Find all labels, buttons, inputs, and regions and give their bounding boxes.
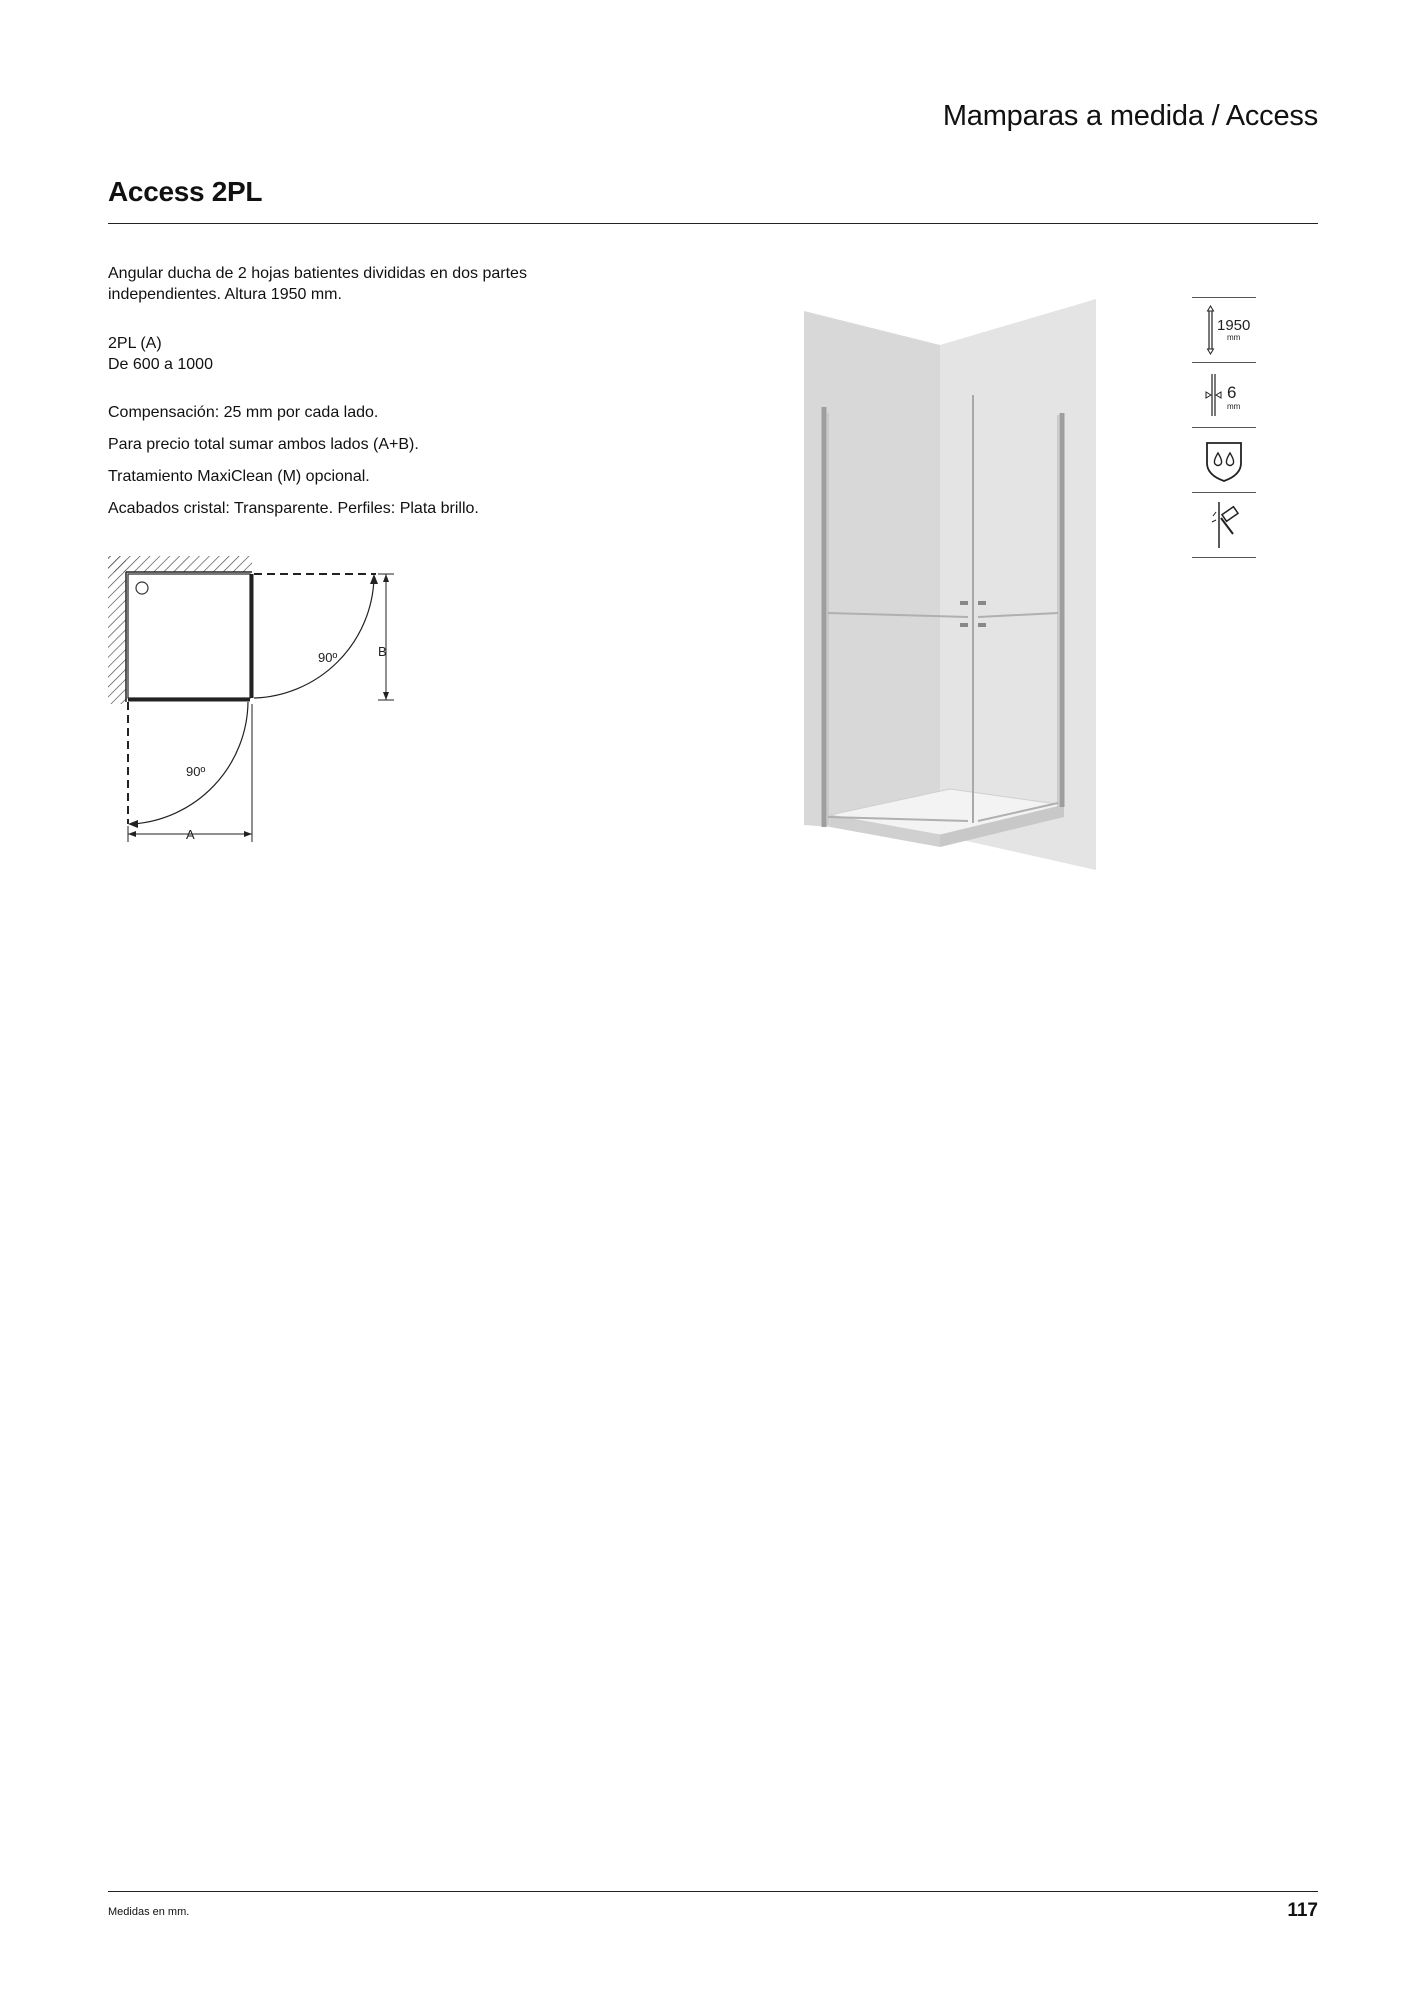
footer-divider bbox=[108, 1891, 1318, 1892]
glass-thickness-icon bbox=[1197, 368, 1251, 422]
dimension-b-label: B bbox=[378, 644, 387, 659]
section-title: Mamparas a medida / Access bbox=[942, 100, 1318, 132]
height-value: 1950 bbox=[1217, 317, 1251, 334]
shower-enclosure-image bbox=[800, 295, 1100, 870]
water-drops-shield-icon bbox=[1197, 433, 1251, 487]
note-finishes: Acabados cristal: Transparente. Perfiles: Plata brillo. bbox=[108, 500, 479, 517]
page-number: 117 bbox=[1287, 1900, 1318, 1921]
note-compensation: Compensación: 25 mm por cada lado. bbox=[108, 404, 379, 421]
angle-label-bottom: 90º bbox=[186, 764, 206, 779]
note-total-price: Para precio total sumar ambos lados (A+B). bbox=[108, 436, 419, 453]
model-code: 2PL (A) bbox=[108, 335, 162, 352]
wall-top-hatch bbox=[108, 556, 252, 572]
product-description: Angular ducha de 2 hojas batientes divididas en dos partes independientes. Altura 1950 mm. bbox=[108, 265, 527, 303]
door-b-swing-arc bbox=[254, 578, 374, 698]
maxiclean-feature bbox=[1192, 427, 1256, 492]
model-block bbox=[108, 333, 213, 375]
product-notes bbox=[108, 402, 668, 530]
wall-left-hatch bbox=[108, 556, 126, 704]
feature-icons bbox=[1192, 297, 1256, 558]
thickness-unit: mm bbox=[1227, 402, 1241, 411]
height-unit: mm bbox=[1227, 333, 1241, 342]
door-a-swing-arc bbox=[132, 702, 248, 824]
hammer-safety-glass-icon bbox=[1197, 498, 1251, 552]
height-feature bbox=[1192, 297, 1256, 362]
plan-diagram bbox=[104, 552, 394, 842]
dimension-a-label: A bbox=[186, 827, 195, 842]
thickness-feature bbox=[1192, 362, 1256, 427]
title-divider bbox=[108, 223, 1318, 224]
size-range: De 600 a 1000 bbox=[108, 356, 213, 373]
height-icon bbox=[1197, 303, 1251, 357]
safety-glass-feature bbox=[1192, 492, 1256, 558]
footer-note: Medidas en mm. bbox=[108, 1906, 190, 1918]
thickness-value: 6 bbox=[1227, 383, 1237, 402]
angle-label-top: 90º bbox=[318, 650, 338, 665]
note-maxiclean: Tratamiento MaxiClean (M) opcional. bbox=[108, 468, 370, 485]
product-title: Access 2PL bbox=[108, 176, 263, 207]
